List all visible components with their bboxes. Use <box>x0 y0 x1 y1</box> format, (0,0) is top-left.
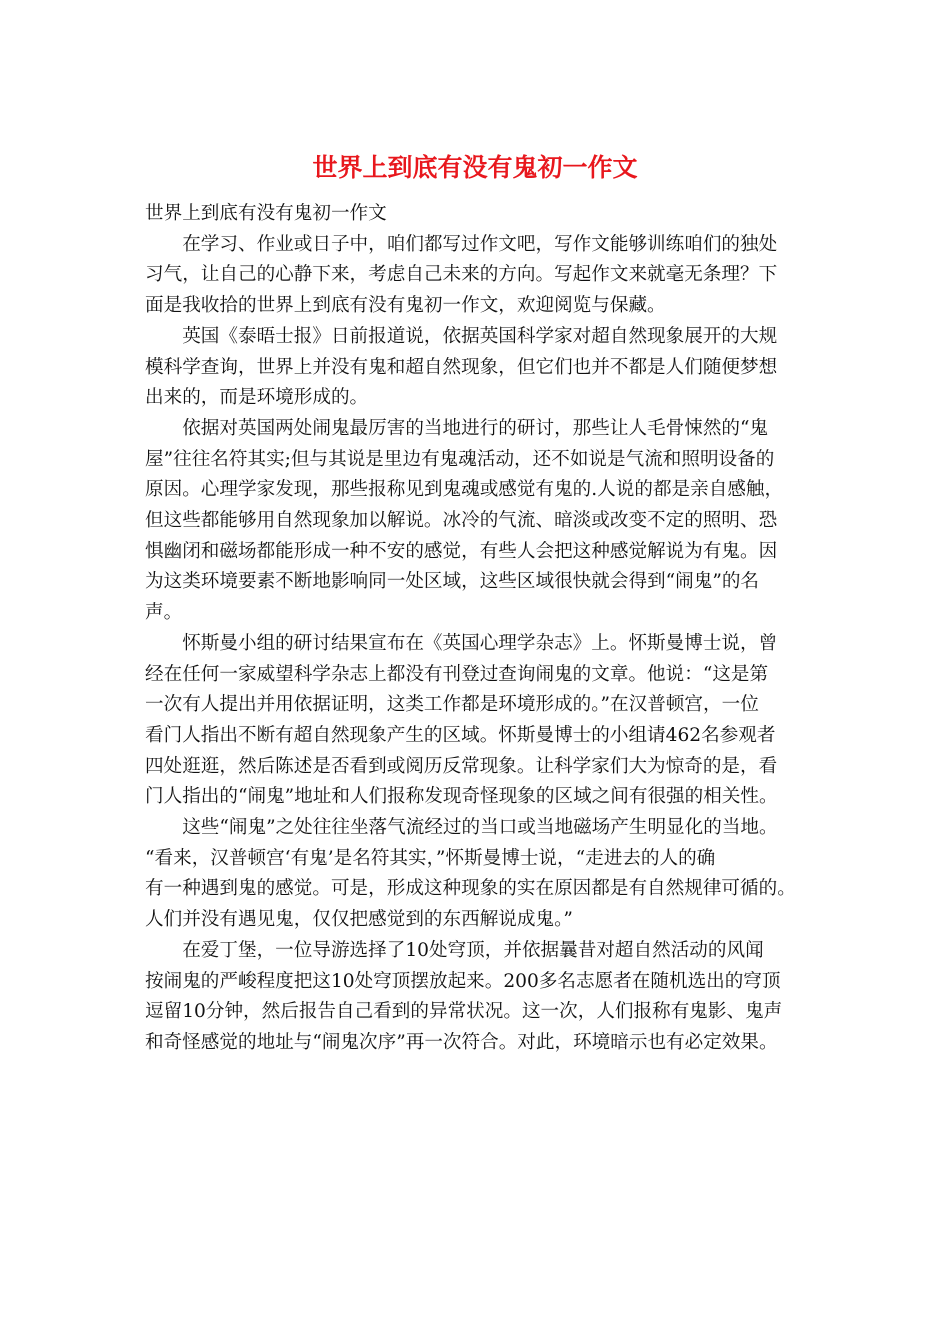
text-line: 怀斯曼小组的研讨结果宣布在《英国心理学杂志》上。怀斯曼博士说，曾 <box>182 632 778 654</box>
text-line: 和奇怪感觉的地址与“闹鬼次序”再一次符合。对此，环境暗示也有必定效果。 <box>145 1031 778 1053</box>
document-body <box>145 199 815 1059</box>
paragraph-edinburgh <box>145 936 815 1059</box>
document-subtitle: 世界上到底有没有鬼初一作文 <box>145 203 387 224</box>
text-line: 逗留10分钟，然后报告自己看到的异常状况。这一次，人们报称有鬼影、鬼声 <box>145 1001 783 1023</box>
paragraph-haunted-places <box>145 813 815 936</box>
text-line: 依据对英国两处闹鬼最厉害的当地进行的研讨，那些让人毛骨悚然的“鬼 <box>182 417 769 439</box>
text-line: 面是我收拾的世界上到底有没有鬼初一作文，欢迎阅览与保藏。 <box>145 295 666 317</box>
text-line: “看来，汉普顿宫‘有鬼’是名符其实，”怀斯曼博士说，“走进去的人的确 <box>145 847 716 869</box>
text-line: 习气，让自己的心静下来，考虑自己未来的方向。写起作文来就毫无条理？下 <box>145 264 778 286</box>
text-line: 人们并没有遇见鬼，仅仅把感觉到的东西解说成鬼。” <box>145 909 573 931</box>
text-line: 模科学查询，世界上并没有鬼和超自然现象，但它们也并不都是人们随便梦想 <box>145 356 778 378</box>
text-line: 门人指出的“闹鬼”地址和人们报称发现奇怪现象的区域之间有很强的相关性。 <box>145 786 778 808</box>
text-line: 按闹鬼的严峻程度把这10处穹顶摆放起来。200多名志愿者在随机选出的穹顶 <box>145 970 781 992</box>
paragraph-wiseman <box>145 629 815 813</box>
paragraph-research <box>145 414 815 629</box>
text-line: 四处逛逛，然后陈述是否看到或阅历反常现象。让科学家们大为惊奇的是，看 <box>145 755 778 777</box>
text-line: 出来的，而是环境形成的。 <box>145 387 369 409</box>
text-line: 惧幽闭和磁场都能形成一种不安的感觉，有些人会把这种感觉解说为有鬼。因 <box>145 540 778 562</box>
text-line: 屋”往往名符其实;但与其说是里边有鬼魂活动，还不如说是气流和照明设备的 <box>145 448 775 470</box>
text-line: 原因。心理学家发现，那些报称见到鬼魂或感觉有鬼的.人说的都是亲自感触， <box>145 479 784 501</box>
text-line: 有一种遇到鬼的感觉。可是，形成这种现象的实在原因都是有自然规律可循的。 <box>145 878 796 900</box>
text-line: 在学习、作业或日子中，咱们都写过作文吧，写作文能够训练咱们的独处 <box>182 233 778 255</box>
text-line: 一次有人提出并用依据证明，这类工作都是环境形成的。”在汉普顿宫，一位 <box>145 694 759 716</box>
text-line: 看门人指出不断有超自然现象产生的区域。怀斯曼博士的小组请462名参观者 <box>145 724 776 746</box>
paragraph-intro <box>145 230 815 322</box>
text-line: 英国《泰晤士报》日前报道说，依据英国科学家对超自然现象展开的大规 <box>182 325 778 347</box>
text-line: 为这类环境要素不断地影响同一处区域，这些区域很快就会得到“闹鬼”的名 <box>145 571 760 593</box>
text-line: 声。 <box>145 602 183 624</box>
text-line: 在爱丁堡，一位导游选择了10处穹顶，并依据曩昔对超自然活动的风闻 <box>182 939 764 961</box>
text-line: 经在任何一家威望科学杂志上都没有刊登过查询闹鬼的文章。他说：“这是第 <box>145 663 769 685</box>
text-line: 但这些都能够用自然现象加以解说。冰冷的气流、暗淡或改变不定的照明、恐 <box>145 510 778 532</box>
text-line: 这些“闹鬼”之处往往坐落气流经过的当口或当地磁场产生明显化的当地。 <box>182 817 778 839</box>
paragraph-times-report <box>145 322 815 414</box>
document-title: 世界上到底有没有鬼初一作文 <box>312 153 638 182</box>
